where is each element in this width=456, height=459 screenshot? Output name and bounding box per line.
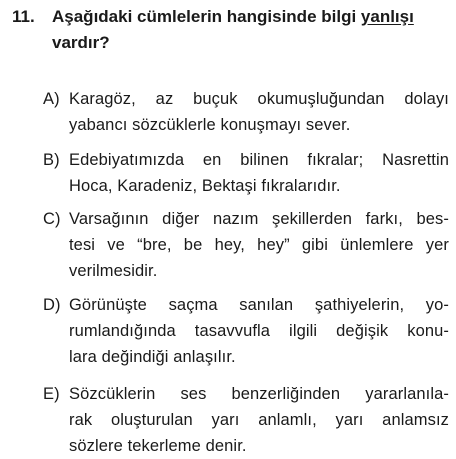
option-line: yabancı sözcüklerle konuşmayı sever. (69, 116, 351, 134)
option-letter: A) (43, 90, 60, 108)
question-stem-line-2: vardır? (52, 33, 110, 52)
option-letter: D) (43, 296, 61, 314)
option-line: Edebiyatımızda en bilinen fıkralar; Nasrettin (69, 151, 449, 169)
option-line: Karagöz, az buçuk okumuşluğundan dolayı (69, 90, 449, 108)
option-a[interactable] (43, 86, 448, 138)
option-line: Hoca, Karadeniz, Bektaşi fıkralarıdır. (69, 177, 341, 195)
option-line: tesi ve “bre, be hey, hey” gibi ünlemlere yer (69, 236, 449, 254)
option-d[interactable] (43, 292, 448, 370)
option-line: Varsağının diğer nazım şekillerden farkı, bes- (69, 210, 449, 228)
question-stem-text: Aşağıdaki cümlelerin hangisinde bilgi (52, 7, 361, 26)
option-letter: E) (43, 385, 60, 403)
option-line: Sözcüklerin ses benzerliğinden yararlanıla- (69, 385, 449, 403)
option-text (69, 292, 449, 370)
option-letter: B) (43, 151, 60, 169)
option-line: rak oluşturulan yarı anlamlı, yarı anlamsız (69, 411, 449, 429)
question-stem (52, 4, 452, 56)
option-text (69, 381, 449, 459)
option-letter: C) (43, 210, 61, 228)
option-line: verilmesidir. (69, 262, 158, 280)
question-stem-underlined-word: yanlışı (360, 7, 414, 26)
option-text (69, 86, 449, 138)
option-line: Görünüşte saçma sanılan şathiyelerin, yo- (69, 296, 449, 314)
option-e[interactable] (43, 381, 448, 459)
option-text (69, 206, 449, 284)
option-text (69, 147, 449, 199)
option-b[interactable] (43, 147, 448, 199)
option-line: sözlere tekerleme denir. (69, 437, 247, 455)
option-line: rumlandığında tasavvufla ilgili değişik konu- (69, 322, 449, 340)
question-number: 11. (12, 7, 35, 26)
question-stem-line-1 (52, 4, 452, 30)
option-c[interactable] (43, 206, 448, 284)
option-line: lara değindiği anlaşılır. (69, 348, 236, 366)
